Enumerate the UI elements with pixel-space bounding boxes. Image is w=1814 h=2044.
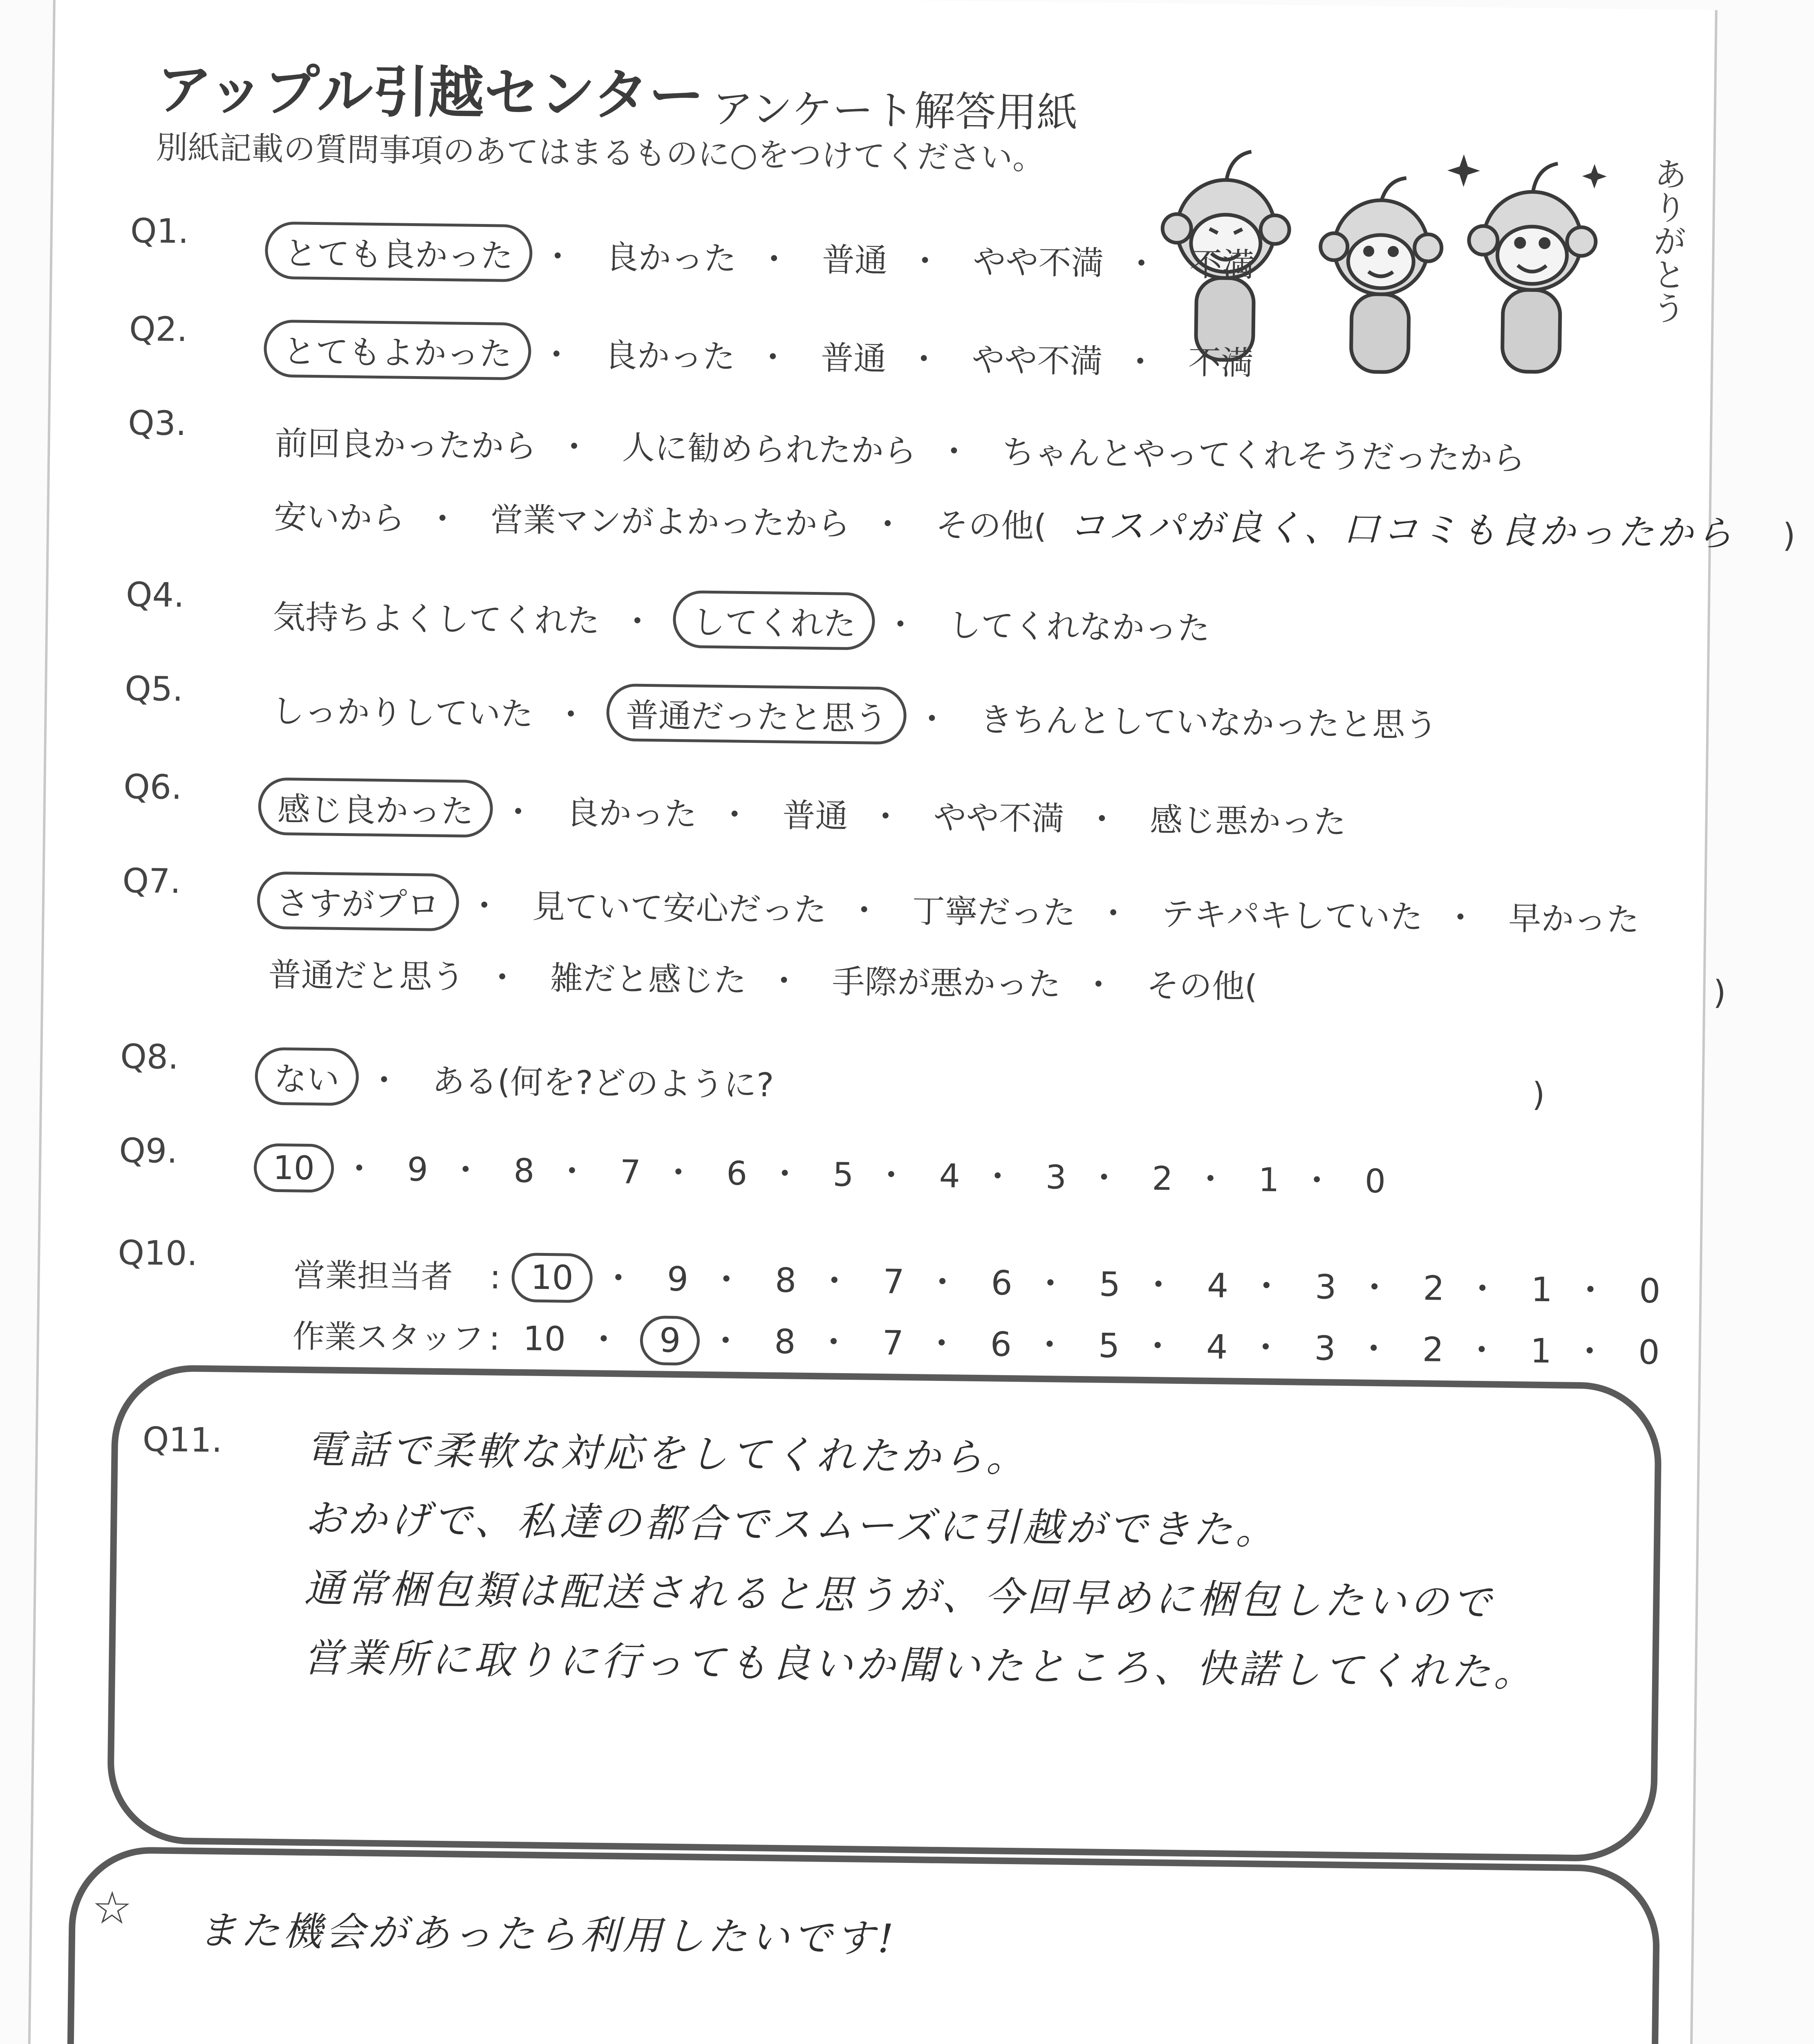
q2-option-2[interactable]: 良かった <box>604 336 736 376</box>
q10-staff-score-10[interactable]: 10 <box>523 1319 566 1359</box>
q4-option-2[interactable]: してくれた <box>673 590 876 650</box>
q3-option-4[interactable]: 安いから <box>273 498 405 538</box>
q6-option-1[interactable]: 感じ良かった <box>258 777 493 838</box>
q2-option-4[interactable]: やや不満 <box>972 341 1103 381</box>
q1-options: とても良かった ・ 良かった ・ 普通 ・ やや不満 ・ 不満 <box>265 222 1268 291</box>
q10-sales-label: 営業担当者 <box>293 1257 453 1296</box>
q10-staff-score-7[interactable]: 7 <box>882 1324 904 1363</box>
q7-options-line1: さすがプロ ・ 見ていて安心だった ・ 丁寧だった ・ テキパキしていた ・ 早かった <box>257 871 1652 946</box>
q6-option-5[interactable]: 感じ悪かった <box>1149 801 1346 841</box>
q11-comment-box[interactable] <box>107 1364 1662 1862</box>
q1-option-4[interactable]: やや不満 <box>972 242 1104 282</box>
q10-staff-score-8[interactable]: 8 <box>774 1322 796 1362</box>
star-icon: ☆ <box>92 1881 133 1934</box>
q9-score-0[interactable]: 0 <box>1364 1162 1386 1201</box>
q2-options: とてもよかった ・ 良かった ・ 普通 ・ やや不満 ・ 不満 <box>264 319 1266 389</box>
q9-score-3[interactable]: 3 <box>1045 1158 1067 1197</box>
free-comment-box[interactable] <box>64 1846 1661 2044</box>
q8-option-2[interactable]: ある(何を?どのように? <box>432 1062 774 1104</box>
q4-option-3[interactable]: してくれなかった <box>948 606 1210 648</box>
q2-option-3[interactable]: 普通 <box>820 339 887 378</box>
q9-score-5[interactable]: 5 <box>832 1155 854 1194</box>
q6-options: 感じ良かった ・ 良かった ・ 普通 ・ やや不満 ・ 感じ悪かった <box>258 777 1359 848</box>
q9-score-10[interactable]: 10 <box>253 1143 334 1192</box>
q10-sales-score-7[interactable]: 7 <box>882 1262 905 1302</box>
question-number: Q5. <box>124 669 184 709</box>
q2-option-1[interactable]: とてもよかった <box>264 319 532 380</box>
q10-sales-score-8[interactable]: 8 <box>775 1261 797 1300</box>
q5-option-3[interactable]: きちんとしていなかったと思う <box>979 700 1438 744</box>
free-comment-text: また機会があったら利用したいです! <box>197 1907 897 1962</box>
question-q10 <box>81 1233 1661 1372</box>
q9-score-8[interactable]: 8 <box>513 1152 535 1190</box>
q6-option-4[interactable]: やや不満 <box>933 798 1065 838</box>
q10-staff-score-6[interactable]: 6 <box>990 1325 1012 1365</box>
q5-option-1[interactable]: しっかりしていた <box>271 692 534 733</box>
q10-staff-score-5[interactable]: 5 <box>1098 1326 1120 1366</box>
q3-other-label: その他( <box>935 506 1047 545</box>
q10-staff-label: 作業スタッフ <box>292 1318 484 1358</box>
question-number: Q8. <box>120 1037 179 1077</box>
q10-sales-score-2[interactable]: 2 <box>1423 1269 1445 1308</box>
brand-title: アップル引越センター <box>156 57 705 129</box>
q10-sales-score-5[interactable]: 5 <box>1099 1265 1121 1304</box>
q9-score-2[interactable]: 2 <box>1151 1159 1173 1198</box>
q11-line-1: 電話で柔軟な対応をしてくれたから。 <box>305 1426 1029 1481</box>
instruction-text: 別紙記載の質問事項のあてはまるものに○をつけてください。 <box>155 129 1045 177</box>
q10-staff-score-9[interactable]: 9 <box>640 1316 700 1366</box>
q11-label: Q11. <box>142 1420 223 1460</box>
q9-score-9[interactable]: 9 <box>407 1150 428 1189</box>
question-q4 <box>90 575 1667 648</box>
q7-other-label[interactable]: その他( <box>1146 966 1258 1006</box>
q10-sales-score-9[interactable]: 9 <box>667 1260 689 1299</box>
q6-option-3[interactable]: 普通 <box>782 796 849 836</box>
q7-option-5[interactable]: 早かった <box>1508 899 1639 939</box>
q3-option-1[interactable]: 前回良かったから <box>275 424 537 466</box>
q4-options: 気持ちよくしてくれた ・ してくれた ・ してくれなかった <box>260 585 1223 654</box>
q7-option-8[interactable]: 手際が悪かった <box>831 962 1062 1004</box>
question-number: Q10. <box>117 1233 198 1273</box>
q9-scale: 10 ・ 9 ・ 8 ・ 7 ・ 6 ・ 5 ・ 4 ・ 3 ・ 2 ・ 1 ・ 0 <box>253 1141 1398 1206</box>
survey-sheet <box>21 0 1796 2044</box>
q11-line-3: 通常梱包類は配送されると思うが、今回早めに梱包したいので <box>304 1565 1495 1626</box>
q10-sales-score-4[interactable]: 4 <box>1207 1266 1229 1306</box>
question-q5 <box>88 669 1666 744</box>
q7-options-line2: 普通だと思う ・ 雑だと感じた ・ 手際が悪かった ・ その他( ) <box>256 945 1739 1016</box>
q3-other-answer[interactable]: コスパが良く、口コミも良かったから <box>1069 504 1736 555</box>
q8-options: ない ・ ある(何を?どのように? ) <box>255 1047 1558 1121</box>
q10-sales-row: 営業担当者 : 10 ・ 9 ・ 8 ・ 7 ・ 6 ・ 5 ・ 4 ・ 3 ・ 2 ・ 1 ・ 0 <box>293 1248 1673 1316</box>
q10-sales-score-1[interactable]: 1 <box>1531 1270 1553 1310</box>
q1-option-2[interactable]: 良かった <box>605 238 737 278</box>
q11-line-4: 営業所に取りに行っても良いか聞いたところ、快諾してくれた。 <box>303 1634 1536 1696</box>
q8-close: ) <box>1532 1075 1545 1114</box>
question-number: Q7. <box>122 861 181 901</box>
question-q6 <box>87 767 1665 841</box>
q7-option-1[interactable]: さすがプロ <box>257 871 459 931</box>
q4-option-1[interactable]: 気持ちよくしてくれた <box>272 598 600 640</box>
q10-staff-score-2[interactable]: 2 <box>1422 1330 1444 1369</box>
q6-option-2[interactable]: 良かった <box>566 793 697 834</box>
q7-option-4[interactable]: テキパキしていた <box>1161 895 1423 937</box>
q1-option-1[interactable]: とても良かった <box>265 222 533 282</box>
q1-option-3[interactable]: 普通 <box>822 241 888 280</box>
question-q8 <box>84 1037 1662 1114</box>
question-q7 <box>86 861 1727 1012</box>
q9-score-1[interactable]: 1 <box>1258 1161 1280 1199</box>
q9-score-7[interactable]: 7 <box>620 1153 641 1191</box>
q10-staff-score-3[interactable]: 3 <box>1314 1329 1336 1368</box>
q1-option-5[interactable]: 不満 <box>1189 245 1255 285</box>
question-number: Q6. <box>123 767 182 807</box>
question-number: Q1. <box>130 211 189 251</box>
q10-staff-row: 作業スタッフ : 10 ・ 9 ・ 8 ・ 7 ・ 6 ・ 5 ・ 4 ・ 3 ・ 2 ・ 1 ・ 0 <box>292 1309 1672 1378</box>
form-subtitle: アンケート解答用紙 <box>712 84 1078 137</box>
q9-score-4[interactable]: 4 <box>939 1156 961 1195</box>
question-q9 <box>83 1131 1660 1201</box>
question-number: Q4. <box>125 575 185 615</box>
q10-staff-score-1[interactable]: 1 <box>1530 1331 1552 1371</box>
q11-line-2: おかげで、私達の都合でスムーズに引越ができた。 <box>305 1495 1279 1554</box>
q7-option-3[interactable]: 丁寧だった <box>912 892 1076 932</box>
question-number: Q2. <box>129 309 188 350</box>
q8-option-1[interactable]: ない <box>255 1047 359 1106</box>
q3-option-3[interactable]: ちゃんとやってくれそうだったから <box>1001 433 1525 478</box>
q7-option-6[interactable]: 普通だと思う <box>268 955 465 996</box>
q3-other-close: ) <box>1782 516 1796 555</box>
mascot-thanks-text: ありがとう <box>1646 156 1688 325</box>
q3-options-line1: 前回良かったから ・ 人に勧められたから ・ ちゃんとやってくれそうだったから <box>262 413 1538 482</box>
q3-option-2[interactable]: 人に勧められたから <box>622 428 917 471</box>
q7-option-7[interactable]: 雑だと感じた <box>550 959 747 1000</box>
q5-options: しっかりしていた ・ 普通だったと思う ・ きちんとしていなかったと思う <box>259 679 1450 751</box>
q10-sales-score-3[interactable]: 3 <box>1315 1268 1337 1307</box>
question-number: Q3. <box>128 403 187 444</box>
q7-other-close: ) <box>1713 973 1727 1012</box>
q10-staff-score-0[interactable]: 0 <box>1638 1333 1660 1372</box>
q10-sales-score-0[interactable]: 0 <box>1639 1271 1661 1311</box>
q10-sales-score-6[interactable]: 6 <box>991 1264 1013 1303</box>
question-q3 <box>92 403 1796 555</box>
q3-option-5[interactable]: 営業マンがよかったから <box>490 500 851 543</box>
q5-option-2[interactable]: 普通だったと思う <box>606 684 907 745</box>
q9-score-6[interactable]: 6 <box>726 1154 748 1193</box>
q10-staff-score-4[interactable]: 4 <box>1206 1327 1228 1367</box>
q10-sales-score-10[interactable]: 10 <box>511 1253 593 1303</box>
q7-option-2[interactable]: 見ていて安心だった <box>532 887 827 929</box>
q3-options-line2: 安いから ・ 営業マンがよかったから ・ その他( コスパが良く、口コミも良かったから ) <box>262 487 1808 559</box>
question-number: Q9. <box>119 1131 178 1171</box>
q2-option-5[interactable]: 不満 <box>1188 343 1254 383</box>
